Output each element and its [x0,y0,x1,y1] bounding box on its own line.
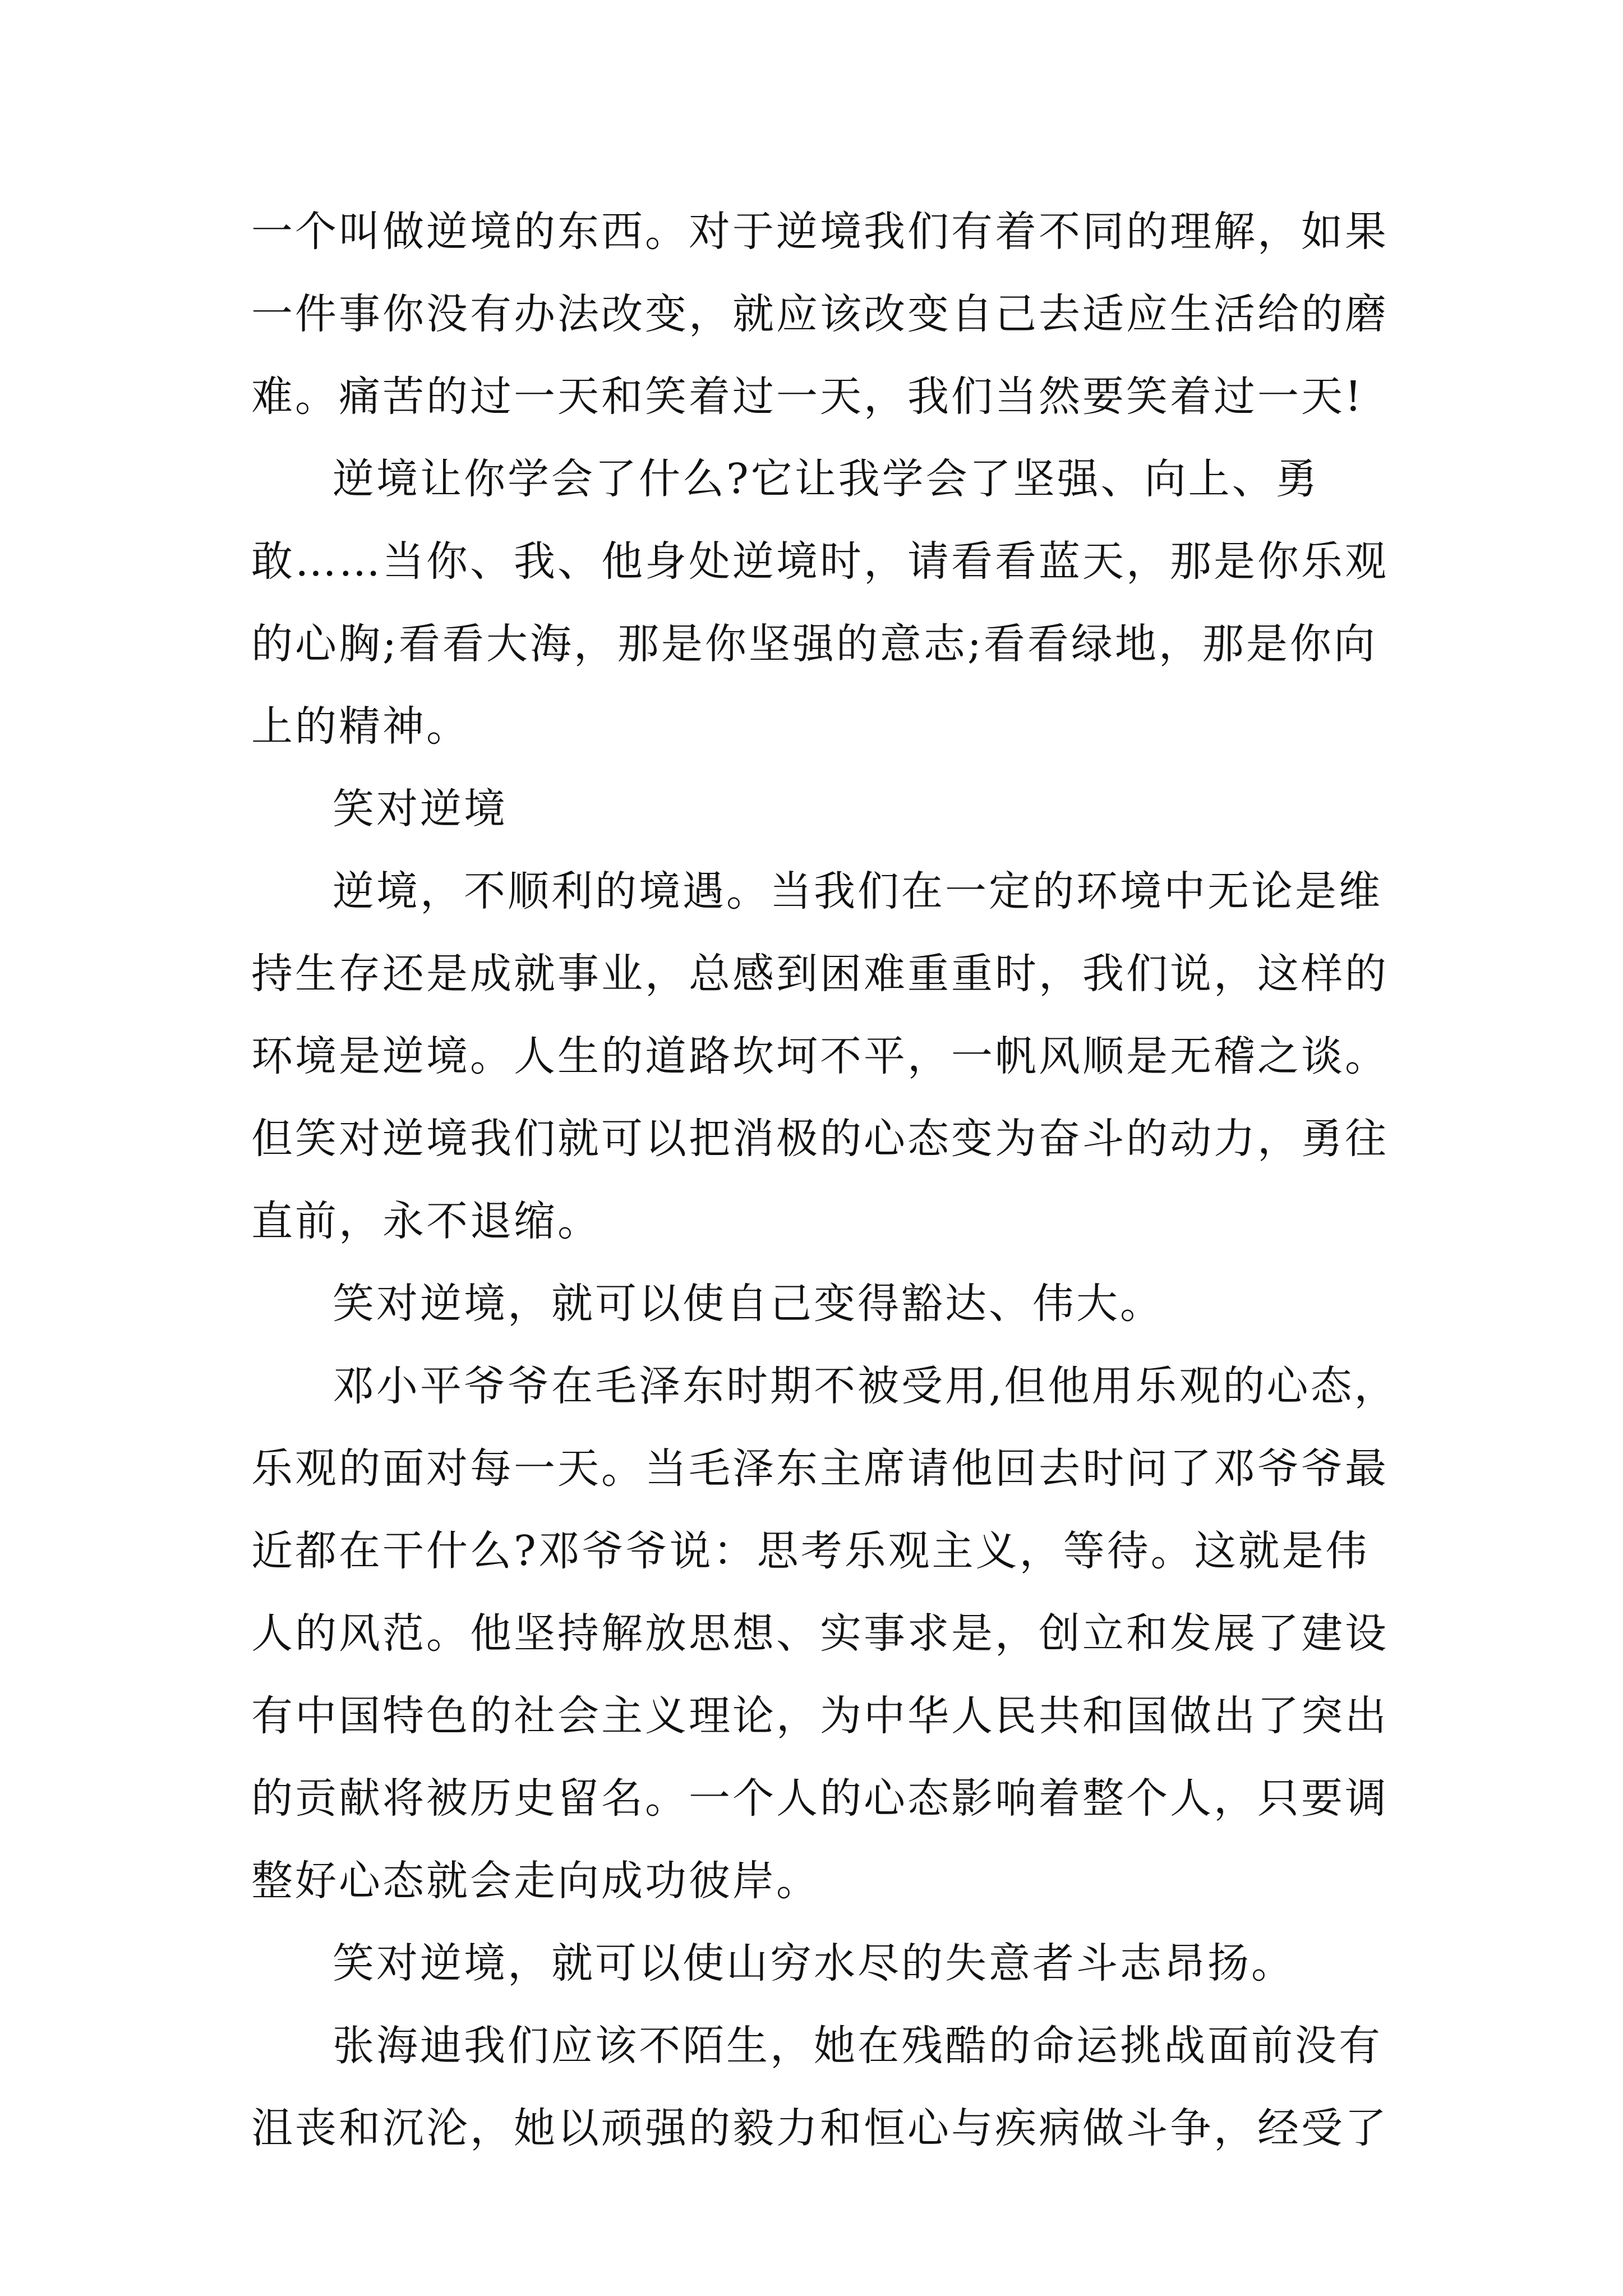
text-line: 人的风范。他坚持解放思想、实事求是，创立和发展了建设 [251,1609,1389,1658]
text-line: 但笑对逆境我们就可以把消极的心态变为奋斗的动力，勇往 [251,1115,1389,1163]
text-line: 笑对逆境，就可以使自己变得豁达、伟大。 [333,1280,1164,1328]
text-line: 上的精神。 [251,702,470,751]
text-line: 一个叫做逆境的东西。对于逆境我们有着不同的理解，如果 [251,208,1389,256]
text-line: 张海迪我们应该不陌生，她在残酷的命运挑战面前没有 [333,2022,1382,2070]
text-line: 乐观的面对每一天。当毛泽东主席请他回去时问了邓爷爷最 [251,1444,1389,1493]
text-line: 近都在干什么?邓爷爷说：思考乐观主义，等待。这就是伟 [251,1527,1370,1575]
text-line: 的心胸;看看大海，那是你坚强的意志;看看绿地，那是你向 [251,620,1377,668]
body-text [251,191,1398,2170]
text-line: 直前，永不退缩。 [251,1197,601,1245]
text-line: 整好心态就会走向成功彼岸。 [251,1857,820,1905]
section-heading: 笑对逆境 [333,785,508,833]
text-line: 有中国特色的社会主义理论，为中华人民共和国做出了突出 [251,1692,1389,1740]
text-line: 环境是逆境。人生的道路坎坷不平，一帆风顺是无稽之谈。 [251,1032,1389,1080]
text-line: 笑对逆境，就可以使山穷水尽的失意者斗志昂扬。 [333,1939,1295,1987]
text-line: 沮丧和沉沦，她以顽强的毅力和恒心与疾病做斗争，经受了 [251,2104,1389,2152]
text-line: 持生存还是成就事业，总感到困难重重时，我们说，这样的 [251,950,1389,998]
text-line: 敢……当你、我、他身处逆境时，请看看蓝天，那是你乐观 [251,537,1389,586]
text-line: 逆境让你学会了什么?它让我学会了坚强、向上、勇 [333,455,1320,503]
text-line: 难。痛苦的过一天和笑着过一天，我们当然要笑着过一天! [251,372,1364,421]
text-line: 邓小平爷爷在毛泽东时期不被受用,但他用乐观的心态， [333,1362,1398,1410]
text-line: 逆境，不顺利的境遇。当我们在一定的环境中无论是维 [333,867,1382,915]
text-line: 的贡献将被历史留名。一个人的心态影响着整个人，只要调 [251,1774,1389,1823]
text-line: 一件事你没有办法改变，就应该改变自己去适应生活给的磨 [251,290,1389,338]
